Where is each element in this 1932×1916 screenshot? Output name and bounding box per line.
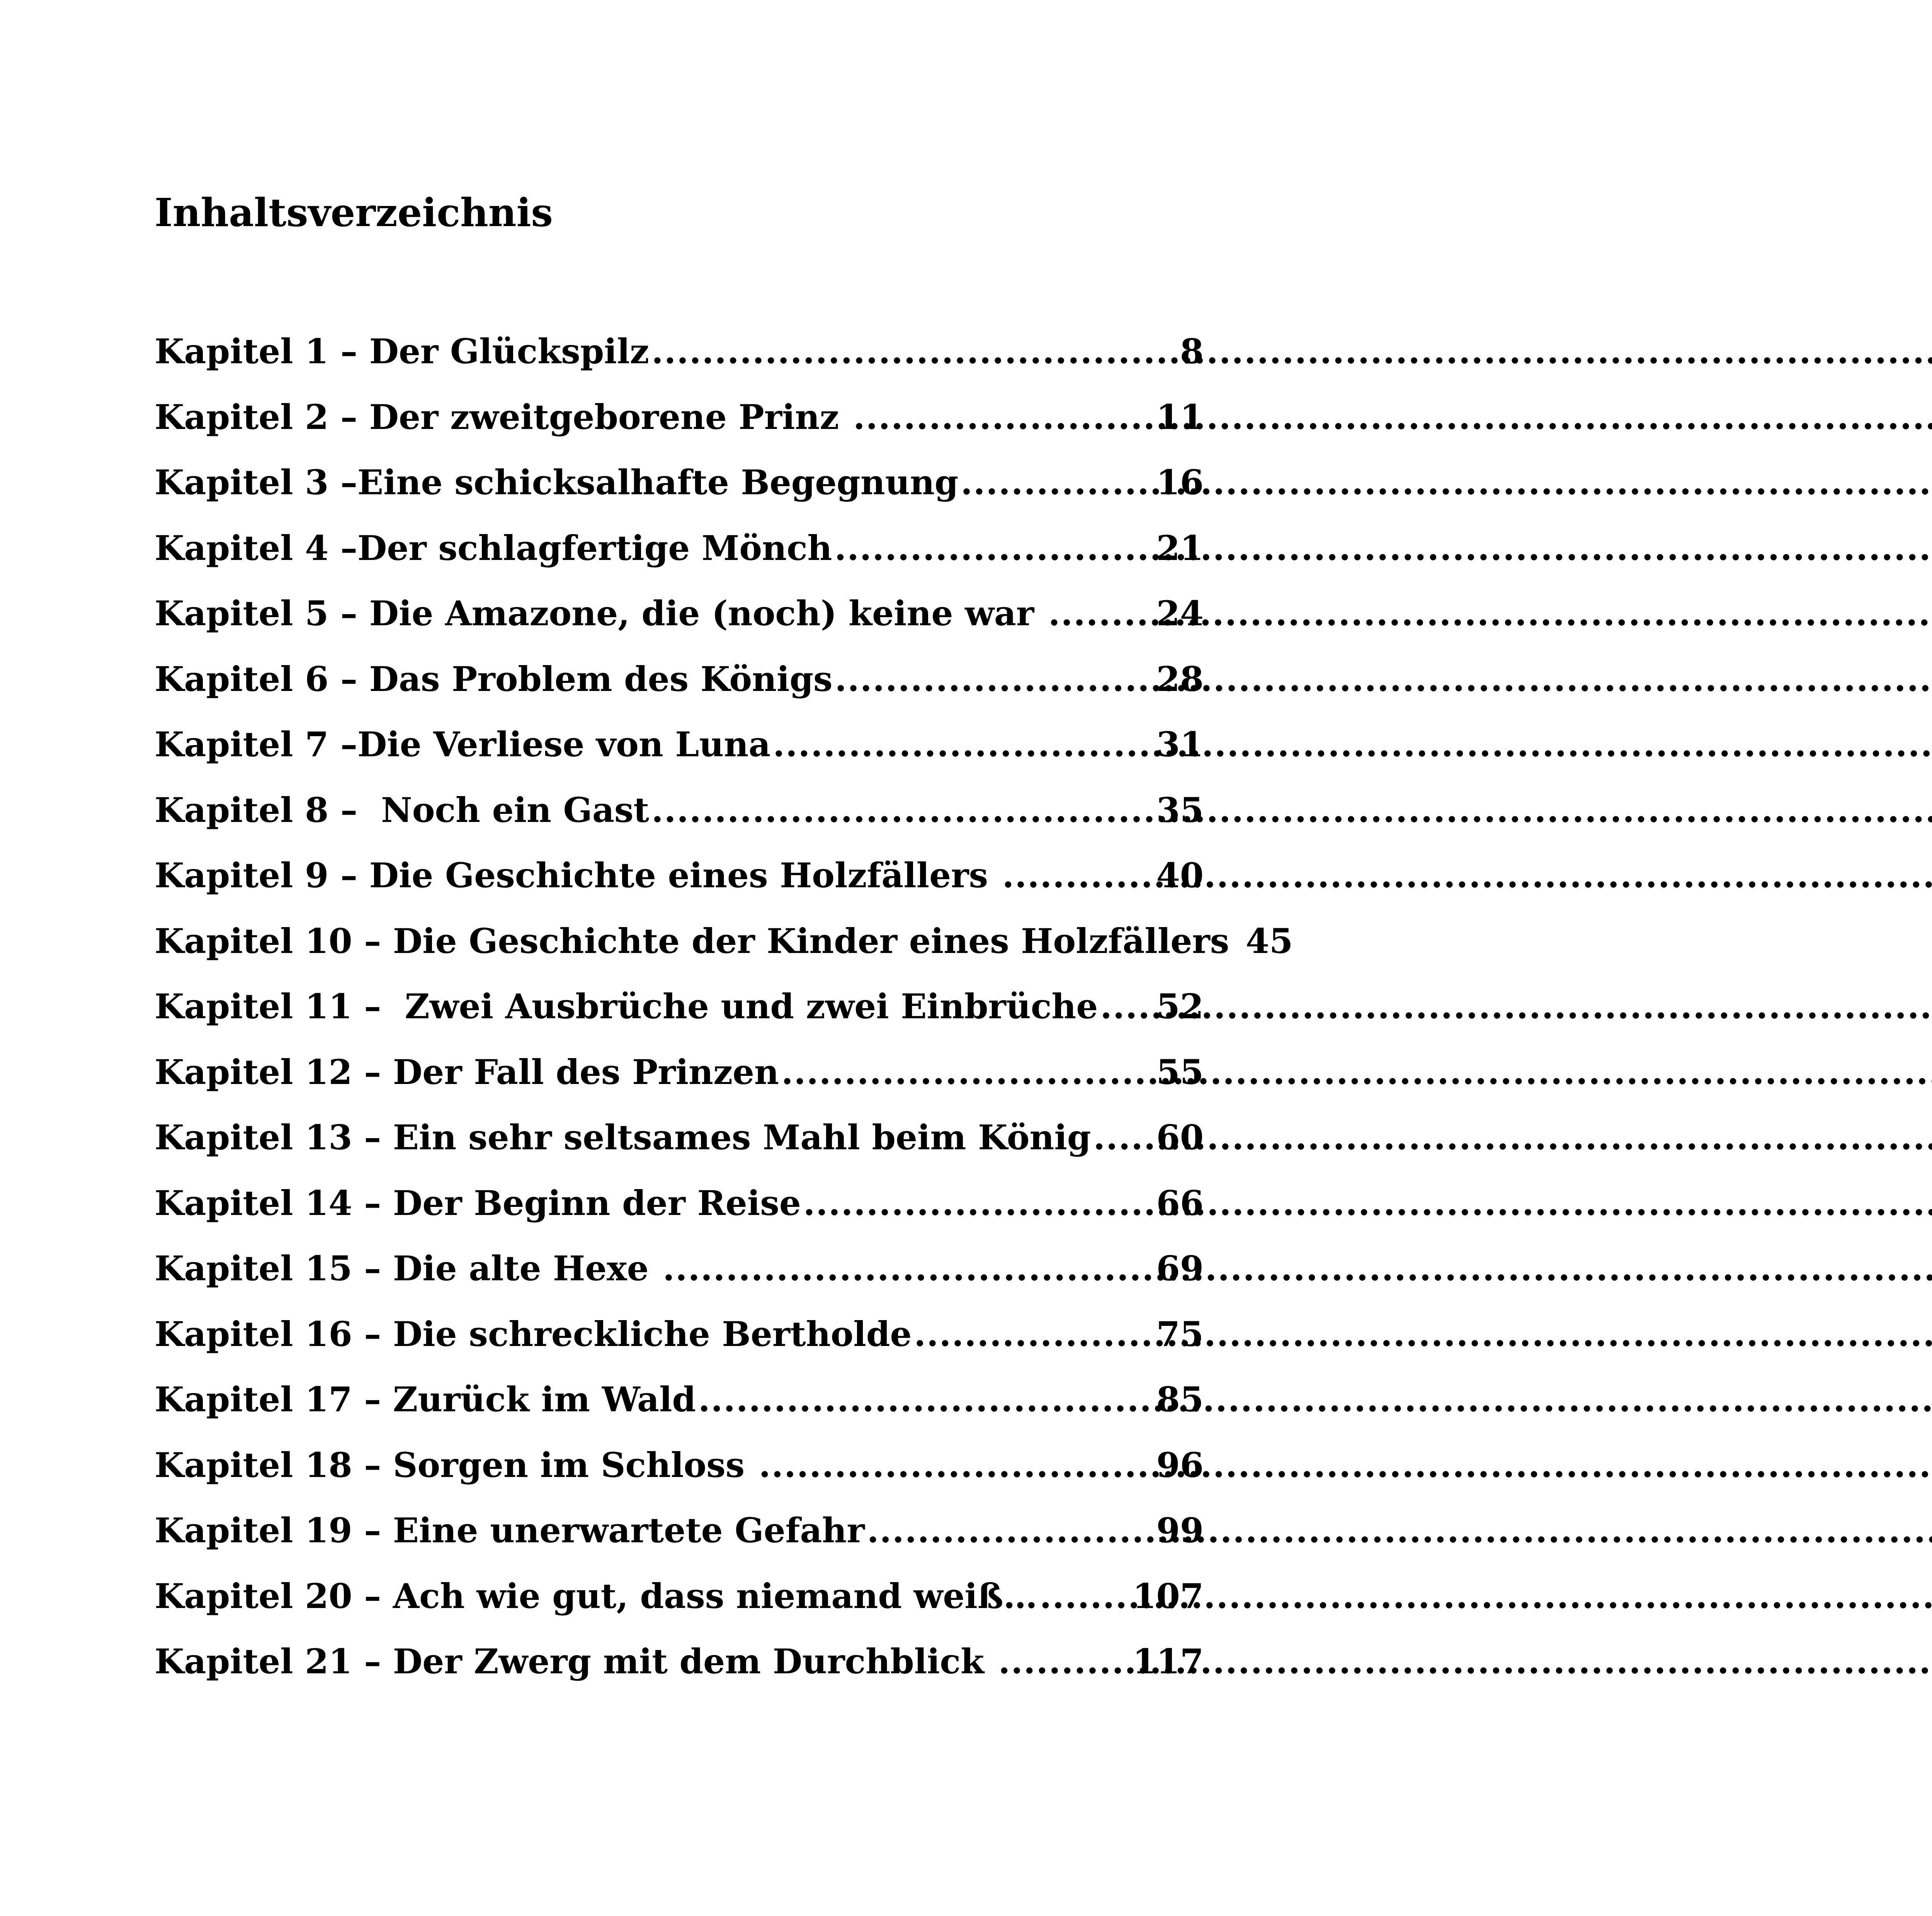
toc-entry-2	[155, 385, 1204, 450]
toc-dot-leader	[835, 516, 1154, 581]
toc-dot-leader	[698, 1367, 1154, 1433]
toc-entry-label: Kapitel 11 – Zwei Ausbrüche und zwei Einbrüche	[155, 986, 1098, 1026]
toc-dot-leader	[803, 1171, 1154, 1236]
toc-entry-page: 96	[1156, 1445, 1204, 1485]
toc-dot-leader	[998, 1629, 1131, 1695]
toc-entry-20	[155, 1564, 1204, 1629]
toc-entry-label: Kapitel 4 –Der schlagfertige Mönch	[155, 527, 832, 568]
toc-entry-page: 8	[1180, 331, 1204, 371]
toc-entry-page: 107	[1133, 1576, 1204, 1616]
toc-entry-page: 99	[1156, 1510, 1204, 1550]
toc-entry-page: 40	[1156, 855, 1204, 895]
toc-entry-18	[155, 1433, 1204, 1498]
toc-dot-leader	[1093, 1105, 1154, 1171]
toc-entry-1	[155, 319, 1204, 385]
toc-dot-leader	[853, 385, 1154, 450]
toc-dot-leader	[663, 1236, 1154, 1302]
toc-entry-label: Kapitel 8 – Noch ein Gast	[155, 790, 650, 830]
toc-entry-label: Kapitel 6 – Das Problem des Königs	[155, 659, 833, 699]
toc-entry-label: Kapitel 7 –Die Verliese von Luna	[155, 724, 771, 764]
toc-entry-label: Kapitel 9 – Die Geschichte eines Holzfällers	[155, 855, 1000, 895]
toc-entry-label: Kapitel 14 – Der Beginn der Reise	[155, 1183, 801, 1223]
toc-dot-leader	[759, 1433, 1154, 1498]
toc-entry-17	[155, 1367, 1204, 1433]
toc-entry-11	[155, 974, 1204, 1040]
toc-list	[155, 319, 1293, 1695]
toc-entry-page: 16	[1156, 462, 1204, 502]
toc-dot-leader	[651, 319, 1178, 385]
toc-entry-page: 85	[1156, 1379, 1204, 1419]
toc-dot-leader	[1002, 843, 1154, 909]
toc-entry-page: 28	[1156, 659, 1204, 699]
toc-entry-9	[155, 843, 1204, 909]
toc-dot-leader	[961, 450, 1154, 516]
toc-entry-6	[155, 647, 1204, 712]
toc-entry-12	[155, 1040, 1204, 1105]
toc-dot-leader	[1048, 581, 1154, 647]
toc-entry-page: 75	[1156, 1314, 1204, 1354]
toc-entry-14	[155, 1171, 1204, 1236]
toc-entry-label: Kapitel 16 – Die schreckliche Bertholde	[155, 1314, 912, 1354]
toc-dot-leader	[1100, 974, 1154, 1040]
toc-entry-label: Kapitel 2 – Der zweitgeborene Prinz	[155, 396, 851, 437]
toc-entry-page: 24	[1156, 593, 1204, 633]
toc-entry-page: 60	[1156, 1117, 1204, 1157]
toc-entry-3	[155, 450, 1204, 516]
toc-entry-page: 35	[1156, 790, 1204, 830]
toc-entry-label: Kapitel 12 – Der Fall des Prinzen	[155, 1052, 779, 1092]
toc-entry-19	[155, 1498, 1204, 1564]
toc-entry-page: 11	[1156, 396, 1204, 437]
toc-entry-page: 117	[1133, 1641, 1204, 1681]
toc-entry-label: Kapitel 20 – Ach wie gut, dass niemand weiß…	[155, 1576, 1037, 1616]
toc-entry-label: Kapitel 10 – Die Geschichte der Kinder eines Holzfällers	[155, 921, 1241, 961]
toc-dot-leader	[781, 1040, 1154, 1105]
toc-entry-page: 45	[1245, 921, 1293, 961]
toc-dot-leader	[773, 712, 1154, 778]
toc-entry-page: 52	[1156, 986, 1204, 1026]
toc-entry-15	[155, 1236, 1204, 1302]
toc-entry-13	[155, 1105, 1204, 1171]
toc-entry-page: 21	[1156, 527, 1204, 568]
toc-entry-label: Kapitel 17 – Zurück im Wald	[155, 1379, 696, 1419]
toc-entry-label: Kapitel 3 –Eine schicksalhafte Begegnung	[155, 462, 959, 502]
toc-entry-21	[155, 1629, 1204, 1695]
toc-title: Inhaltsverzeichnis	[155, 190, 553, 235]
toc-entry-8	[155, 778, 1204, 843]
toc-entry-16	[155, 1302, 1204, 1367]
toc-entry-4	[155, 516, 1204, 581]
toc-entry-7	[155, 712, 1204, 778]
toc-entry-label: Kapitel 21 – Der Zwerg mit dem Durchblick	[155, 1641, 996, 1681]
toc-dot-leader	[835, 647, 1154, 712]
toc-entry-10	[155, 909, 1293, 974]
toc-entry-page: 31	[1156, 724, 1204, 764]
toc-dot-leader	[914, 1302, 1154, 1367]
toc-dot-leader	[1040, 1564, 1131, 1629]
toc-dot-leader	[651, 778, 1154, 843]
toc-entry-label: Kapitel 5 – Die Amazone, die (noch) keine war	[155, 593, 1046, 633]
toc-entry-label: Kapitel 13 – Ein sehr seltsames Mahl beim König	[155, 1117, 1091, 1157]
toc-entry-label: Kapitel 19 – Eine unerwartete Gefahr	[155, 1510, 865, 1550]
toc-entry-page: 55	[1156, 1052, 1204, 1092]
toc-entry-page: 66	[1156, 1183, 1204, 1223]
toc-entry-5	[155, 581, 1204, 647]
toc-dot-leader	[867, 1498, 1154, 1564]
toc-entry-page: 69	[1156, 1248, 1204, 1288]
toc-entry-label: Kapitel 15 – Die alte Hexe	[155, 1248, 661, 1288]
toc-entry-label: Kapitel 1 – Der Glückspilz	[155, 331, 649, 371]
toc-entry-label: Kapitel 18 – Sorgen im Schloss	[155, 1445, 757, 1485]
